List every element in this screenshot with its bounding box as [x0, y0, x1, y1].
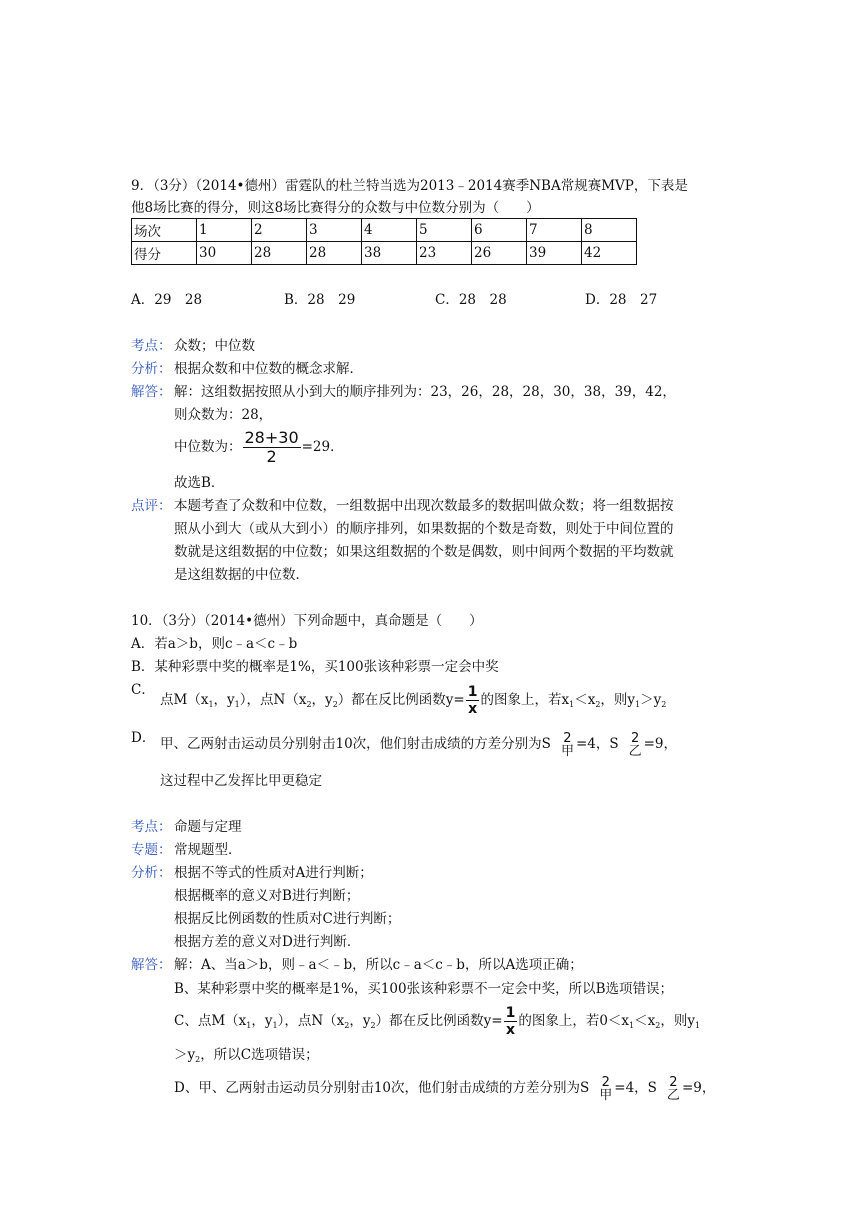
text-run: ＜x — [634, 1013, 656, 1029]
q10-jieda-line3 — [174, 1003, 700, 1044]
subscript: 2 — [595, 700, 601, 709]
subscript: 2 — [344, 1021, 350, 1030]
q9-dianping-line: 本题考查了众数和中位数，一组数据中出现次数最多的数据叫做众数；将一组数据按 — [174, 498, 674, 514]
superscript: 2 — [601, 1074, 610, 1090]
subscript: 2 — [661, 700, 667, 709]
table-cell: 39 — [527, 242, 582, 265]
q9-jieda-line4: 故选B． — [174, 475, 225, 491]
q10-jieda-line1: 解：A、当a＞b，则﹣a＜﹣b，所以c﹣a＜c﹣b，所以A选项正确； — [174, 957, 583, 973]
q9-option-c: C．28 28 — [435, 292, 507, 308]
text-run: ）都在反比例函数y= — [337, 692, 465, 708]
text-run: ），点N（x — [277, 1013, 345, 1029]
q9-option-a: A．29 28 — [131, 292, 203, 308]
text-run: ，则y — [660, 1013, 695, 1029]
text-run: =9， — [643, 736, 678, 752]
text-run: ＞y — [640, 692, 662, 708]
text-run: ，则y — [600, 692, 636, 708]
text-run: ，y — [213, 692, 235, 708]
q10-jieda-label: 解答： — [131, 957, 172, 973]
variance-symbol-yi — [667, 1076, 680, 1102]
q9-score-table — [131, 218, 637, 265]
table-cell: 28 — [307, 242, 362, 265]
q9-kaodian-label: 考点： — [131, 338, 172, 354]
q9-jieda-line1: 解：这组数据按照从小到大的顺序排列为：23，26，28，28，30，38，39，42， — [174, 384, 676, 400]
median-suffix: =29． — [301, 439, 344, 455]
inverse-function-fraction — [504, 1006, 518, 1037]
table-cell: 42 — [582, 242, 637, 265]
subscript: 1 — [569, 700, 575, 709]
fraction-numerator: 1 — [467, 684, 478, 700]
subscript: 2 — [655, 1021, 661, 1030]
q10-option-d-line2: 这过程中乙发挥比甲更稳定 — [160, 773, 322, 789]
fraction-denominator: x — [505, 1022, 515, 1038]
text-run: ，y — [349, 1013, 371, 1029]
variance-symbol-jia — [599, 1076, 612, 1102]
table-cell: 38 — [362, 242, 417, 265]
text-run: ＞y — [174, 1047, 196, 1063]
q9-kaodian-text: 众数；中位数 — [174, 338, 255, 354]
text-run: ＜x — [574, 692, 596, 708]
subscript: 2 — [306, 700, 312, 709]
q10-option-c-text — [160, 682, 666, 723]
q10-zhuanti-text: 常规题型． — [174, 842, 242, 858]
subscript: 2 — [195, 1055, 201, 1064]
subscript: 1 — [629, 1021, 635, 1030]
q10-fenxi-line: 根据概率的意义对B进行判断； — [174, 888, 360, 904]
text-run: ，y — [311, 692, 333, 708]
text-run: =9， — [681, 1080, 716, 1096]
q10-fenxi-line: 根据反比例函数的性质对C进行判断； — [174, 911, 401, 927]
q9-jieda-line2: 则众数为：28， — [174, 407, 273, 423]
subscript: 2 — [332, 700, 338, 709]
q10-kaodian-label: 考点： — [131, 819, 172, 835]
text-run: D、甲、乙两射击运动员分别射击10次，他们射击成绩的方差分别为S — [174, 1080, 590, 1096]
text-run: ）都在反比例函数y= — [375, 1013, 503, 1029]
q10-jieda-line5 — [174, 1071, 715, 1105]
q9-option-d: D．28 27 — [585, 292, 658, 308]
subscript: 甲 — [599, 1087, 613, 1103]
q9-dianping-line: 照从小到大（或从大到小）的顺序排列，如果数据的个数是奇数，则处于中间位置的 — [174, 521, 674, 537]
table-cell: 8 — [582, 219, 637, 242]
q9-option-b: B．28 29 — [284, 292, 356, 308]
q9-dianping-label: 点评： — [131, 498, 172, 514]
table-header-cell: 得分 — [132, 242, 197, 265]
text-run: C、点M（x — [174, 1013, 247, 1029]
table-cell: 30 — [197, 242, 252, 265]
text-run: 的图象上，若x — [480, 692, 570, 708]
fraction-numerator: 28+30 — [244, 428, 299, 447]
table-cell: 7 — [527, 219, 582, 242]
inverse-function-fraction — [466, 685, 480, 716]
text-run: ），点N（x — [239, 692, 307, 708]
subscript: 1 — [246, 1021, 252, 1030]
text-run: ，所以C选项错误； — [200, 1047, 319, 1063]
q10-kaodian-text: 命题与定理 — [174, 819, 242, 835]
fraction-denominator: x — [468, 701, 478, 717]
table-row — [132, 242, 637, 265]
text-run: 甲、乙两射击运动员分别射击10次，他们射击成绩的方差分别为S — [160, 736, 551, 752]
subscript: 1 — [272, 1021, 278, 1030]
q9-fenxi-label: 分析： — [131, 361, 172, 377]
fraction-denominator: 2 — [266, 447, 277, 466]
q10-jieda-line4 — [174, 1046, 319, 1069]
q10-option-c-label: C． — [131, 682, 155, 698]
q9-fenxi-text: 根据众数和中位数的概念求解． — [174, 361, 363, 377]
table-cell: 2 — [252, 219, 307, 242]
table-cell: 1 — [197, 219, 252, 242]
q10-option-b: B．某种彩票中奖的概率是1%，买100张该种彩票一定会中奖 — [131, 659, 499, 675]
table-cell: 26 — [472, 242, 527, 265]
variance-symbol-jia — [561, 732, 574, 758]
q10-option-a: A．若a＞b，则c﹣a＜c﹣b — [131, 636, 298, 652]
q10-option-d-label: D． — [131, 730, 156, 746]
q10-stem: 10．（3分）（2014•德州）下列命题中，真命题是（ ） — [131, 613, 483, 629]
q9-stem-line1: 9．（3分）（2014•德州）雷霆队的杜兰特当选为2013﹣2014赛季NBA常规赛MVP，下表是 — [131, 178, 688, 194]
text-run: 点M（x — [160, 692, 209, 708]
q10-fenxi-label: 分析： — [131, 865, 172, 881]
q10-fenxi-line: 根据方差的意义对D进行判断． — [174, 934, 361, 950]
table-cell: 28 — [252, 242, 307, 265]
q10-option-d-line1 — [160, 727, 677, 761]
text-run: =4，S — [575, 736, 619, 752]
variance-symbol-yi — [629, 732, 642, 758]
q9-jieda-line3 — [174, 428, 344, 466]
table-row — [132, 219, 637, 242]
table-cell: 5 — [417, 219, 472, 242]
median-fraction — [243, 430, 301, 465]
fraction-numerator: 1 — [505, 1005, 516, 1021]
table-cell: 4 — [362, 219, 417, 242]
subscript: 1 — [208, 700, 214, 709]
subscript: 1 — [635, 700, 641, 709]
table-header-cell: 场次 — [132, 219, 197, 242]
superscript: 2 — [563, 730, 572, 746]
subscript: 乙 — [628, 743, 642, 759]
table-cell: 6 — [472, 219, 527, 242]
subscript: 乙 — [666, 1087, 680, 1103]
subscript: 1 — [234, 700, 240, 709]
superscript: 2 — [630, 730, 640, 746]
q10-fenxi-line: 根据不等式的性质对A进行判断； — [174, 865, 373, 881]
text-run: ，y — [251, 1013, 273, 1029]
text-run: =4，S — [614, 1080, 657, 1096]
text-run: 的图象上，若0＜x — [518, 1013, 630, 1029]
subscript: 1 — [694, 1021, 701, 1030]
q9-stem-line2: 他8场比赛的得分，则这8场比赛得分的众数与中位数分别为（ ） — [131, 200, 540, 216]
median-prefix: 中位数为： — [174, 439, 242, 455]
table-cell: 3 — [307, 219, 362, 242]
subscript: 2 — [370, 1021, 376, 1030]
q9-dianping-line: 数就是这组数据的中位数；如果这组数据的个数是偶数，则中间两个数据的平均数就 — [174, 544, 674, 560]
table-cell: 23 — [417, 242, 472, 265]
subscript: 甲 — [560, 743, 574, 759]
q10-zhuanti-label: 专题： — [131, 842, 172, 858]
q10-jieda-line2: B、某种彩票中奖的概率是1%，买100张该种彩票不一定会中奖，所以B选项错误； — [174, 981, 674, 997]
superscript: 2 — [669, 1074, 678, 1090]
q9-jieda-label: 解答： — [131, 384, 172, 400]
q9-dianping-line: 是这组数据的中位数． — [174, 567, 309, 583]
